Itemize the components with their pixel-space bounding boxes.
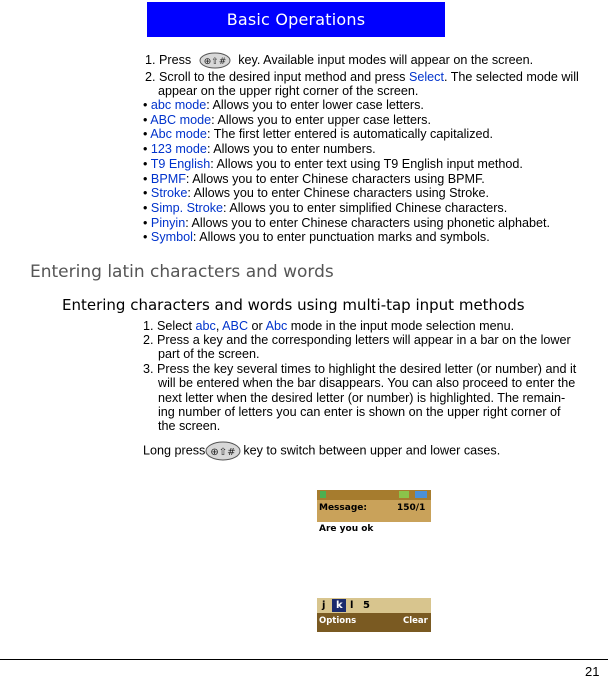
mode-name: Stroke xyxy=(150,186,188,201)
bullet: • xyxy=(143,215,148,230)
bullet: • xyxy=(143,200,148,215)
mode-description: : Allows you to enter upper case letters. xyxy=(211,112,431,127)
star-key-icon xyxy=(199,52,231,69)
phone-counter: 150/1 xyxy=(397,503,426,513)
long-press-prefix: Long press xyxy=(143,443,206,458)
bar-letter: k xyxy=(336,600,343,611)
svg-text:⊕⇧#: ⊕⇧# xyxy=(203,57,227,67)
mode-description: : Allows you to enter punctuation marks and symbols. xyxy=(192,230,490,245)
signal-icon xyxy=(320,491,326,498)
phone-text-area xyxy=(317,522,431,598)
step2-3-d: ing number of letters you can enter is shown on the upper right corner of xyxy=(158,405,561,419)
bullet: • xyxy=(143,98,148,112)
bar-letter: j xyxy=(322,600,326,611)
phone-header xyxy=(317,500,431,522)
long-press-text: key to switch between upper and lower cases. xyxy=(243,443,501,458)
bullet: • xyxy=(143,112,148,127)
mode-description: : The first letter entered is automatically capitalized. xyxy=(206,127,493,142)
bullet: • xyxy=(143,230,148,245)
bullet: • xyxy=(143,127,148,142)
mode-item xyxy=(143,157,523,171)
mode-ABC: ABC xyxy=(222,319,249,333)
step2-2: 2. Press a key and the corresponding letters will appear in a bar on the lower xyxy=(143,333,571,347)
step-2-text-b: . The selected mode will xyxy=(443,70,579,84)
long-press-note xyxy=(143,441,500,461)
mode-description: : Allows you to enter simplified Chinese characters. xyxy=(223,200,508,215)
mode-item xyxy=(143,142,376,156)
mode-abc: abc xyxy=(195,319,216,333)
mode-item xyxy=(143,127,493,141)
phone-text: Are you ok xyxy=(319,524,374,534)
mode-name: T9 English xyxy=(150,156,211,171)
sep: , xyxy=(215,319,220,333)
mode-name: Pinyin xyxy=(150,215,186,230)
phone-title: Message: xyxy=(319,503,367,513)
step-2-cont: appear on the upper right corner of the screen. xyxy=(158,84,419,98)
mode-item xyxy=(143,113,431,127)
mode-name: abc mode xyxy=(150,98,207,112)
battery-icon xyxy=(415,491,427,498)
page-number: 21 xyxy=(585,664,600,679)
mode-item xyxy=(143,186,489,200)
step2-2-cont: part of the screen. xyxy=(158,347,260,361)
step2-3-e: the screen. xyxy=(158,419,221,433)
step-1-text: key. Available input modes will appear on the screen. xyxy=(238,52,534,67)
phone-softkeys xyxy=(317,613,431,632)
step2-1 xyxy=(143,319,514,333)
step-2-text-a: 2. Scroll to the desired input method and press xyxy=(145,70,406,84)
status-bar xyxy=(317,490,431,500)
step2-3: 3. Press the key several times to highlight the desired letter (or number) and it xyxy=(143,362,577,376)
section-heading: Entering latin characters and words xyxy=(30,262,334,282)
banner-title: Basic Operations xyxy=(226,10,366,29)
or-text: or xyxy=(251,319,263,333)
clear-softkey: Clear xyxy=(403,616,428,626)
step-1 xyxy=(145,52,533,69)
mode-Abc: Abc xyxy=(265,319,288,333)
step2-3-b: will be entered when the bar disappears. You can also proceed to enter the xyxy=(158,376,576,390)
mode-description: : Allows you to enter Chinese characters using Stroke. xyxy=(187,186,490,201)
mode-name: ABC mode xyxy=(150,112,212,127)
mode-item xyxy=(143,98,424,112)
mode-description: : Allows you to enter numbers. xyxy=(206,142,376,157)
step-1-prefix: 1. Press xyxy=(145,52,192,67)
mode-name: Simp. Stroke xyxy=(150,200,224,215)
mode-item xyxy=(143,201,507,215)
mode-item xyxy=(143,230,490,244)
options-softkey: Options xyxy=(319,616,357,626)
message-icon xyxy=(399,491,409,498)
star-key-icon xyxy=(205,441,241,461)
step2-1-b: mode in the input mode selection menu. xyxy=(290,319,515,333)
bullet: • xyxy=(143,142,148,157)
bullet: • xyxy=(143,171,148,186)
step2-3-c: next letter when the desired letter (or number) is highlighted. The remain- xyxy=(158,391,566,405)
bullet: • xyxy=(143,156,148,171)
bar-letter: 5 xyxy=(363,600,370,611)
mode-description: : Allows you to enter lower case letters. xyxy=(206,98,424,112)
footer-rule xyxy=(0,659,608,660)
mode-description: : Allows you to enter text using T9 English input method. xyxy=(210,156,523,171)
step-2 xyxy=(145,70,579,84)
mode-description: : Allows you to enter Chinese characters using BPMF. xyxy=(185,171,485,186)
phone-screen-image xyxy=(317,490,431,632)
bar-letter: l xyxy=(350,600,354,611)
step2-1-a: 1. Select xyxy=(143,319,193,333)
mode-name: Symbol xyxy=(150,230,193,245)
mode-name: BPMF xyxy=(150,171,186,186)
mode-name: 123 mode xyxy=(150,142,207,157)
mode-name: Abc mode xyxy=(150,127,207,142)
mode-description: : Allows you to enter Chinese characters using phonetic alphabet. xyxy=(185,215,550,230)
bullet: • xyxy=(143,186,148,201)
section-banner xyxy=(147,2,445,37)
svg-text:⊕⇧#: ⊕⇧# xyxy=(210,447,236,458)
mode-item xyxy=(143,216,550,230)
mode-item xyxy=(143,172,485,186)
subsection-heading: Entering characters and words using multi-tap input methods xyxy=(62,296,525,314)
select-keyword: Select xyxy=(408,70,444,84)
phone-letter-bar xyxy=(317,598,431,613)
